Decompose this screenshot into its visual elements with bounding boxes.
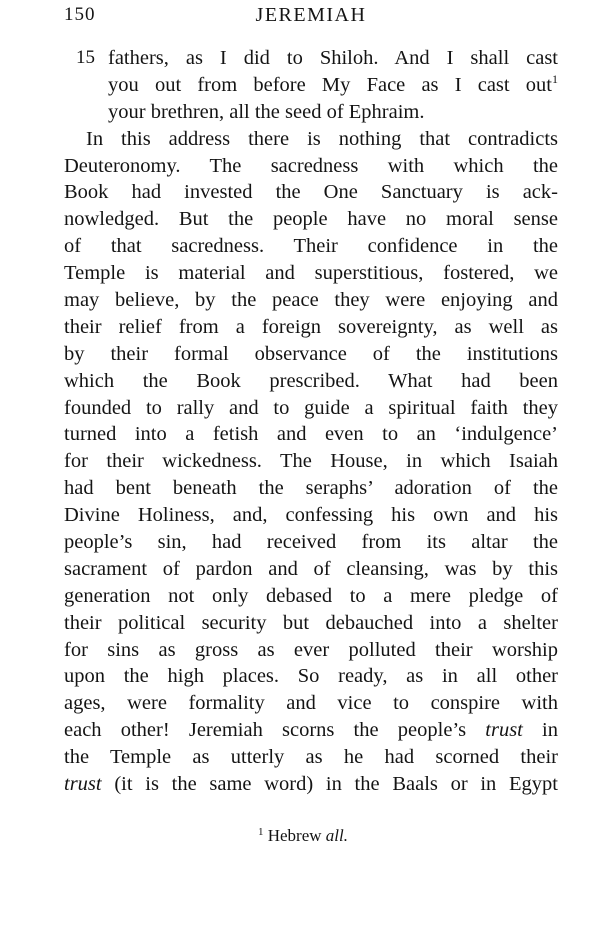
quote-line-text: your brethren, all the seed of Ephraim. <box>108 100 425 123</box>
footnote-text: Hebrew <box>267 826 326 845</box>
body-line: ages, were formality and vice to conspire with <box>64 692 558 715</box>
emphasis-trust: trust <box>64 773 102 796</box>
emphasis-trust: trust <box>485 719 523 742</box>
body-line: trust (it is the same word) in the Baals or in Egypt <box>64 773 558 796</box>
body-line: In this address there is nothing that contradicts <box>86 127 558 150</box>
quote-line-text: fathers, as I did to Shiloh. And I shall cast <box>108 47 558 69</box>
body-line: had bent beneath the seraphs’ adoration of the <box>64 477 558 500</box>
verse-number: 15 <box>76 47 95 68</box>
body-line: upon the high places. So ready, as in all other <box>64 665 558 688</box>
body-line: by their formal observance of the institutions <box>64 342 558 365</box>
body-line: sacrament of pardon and of cleansing, was by this <box>64 557 558 580</box>
body-line: which the Book prescribed. What had been <box>64 369 558 392</box>
body-line: of that sacredness. Their confidence in the <box>64 235 558 258</box>
running-title: JEREMIAH <box>255 4 367 26</box>
body-line: the Temple as utterly as he had scorned their <box>64 746 558 769</box>
body-line: each other! Jeremiah scorns the people’s trust in <box>64 719 558 742</box>
quote-line <box>76 45 558 72</box>
body-line: Temple is material and superstitious, fostered, we <box>64 262 558 285</box>
body-line: for their wickedness. The House, in which Isaiah <box>64 450 558 473</box>
page-number: 150 <box>64 4 96 25</box>
body-line: Book had invested the One Sanctuary is ack- <box>64 181 558 204</box>
footnote <box>0 826 606 846</box>
body-line: Deuteronomy. The sacredness with which the <box>64 154 558 177</box>
body-line: founded to rally and to guide a spiritual faith they <box>64 396 558 419</box>
quote-line <box>108 72 558 99</box>
body-line: turned into a fetish and even to an ‘indulgence’ <box>64 423 558 446</box>
body-line: their political security but debauched into a shelter <box>64 611 558 634</box>
footnote-italic: all. <box>325 826 348 845</box>
body-line: Divine Holiness, and, confessing his own and his <box>64 504 558 527</box>
body-line: their relief from a foreign sovereignty, as well as <box>64 315 558 338</box>
body-line: nowledged. But the people have no moral sense <box>64 208 558 231</box>
body-paragraph <box>64 126 558 798</box>
quote-line <box>108 99 558 126</box>
footnote-marker: 1 <box>257 826 264 838</box>
scripture-quote <box>64 45 558 126</box>
page-header <box>64 4 558 30</box>
body-line: generation not only debased to a mere pledge of <box>64 584 558 607</box>
body-line: may believe, by the peace they were enjoying and <box>64 289 558 312</box>
body-line: people’s sin, had received from its altar the <box>64 531 558 554</box>
body-line: for sins as gross as ever polluted their worship <box>64 638 558 661</box>
text-block <box>64 45 558 798</box>
footnote-reference: 1 <box>552 71 558 86</box>
quote-line-text: you out from before My Face as I cast out <box>108 73 552 96</box>
